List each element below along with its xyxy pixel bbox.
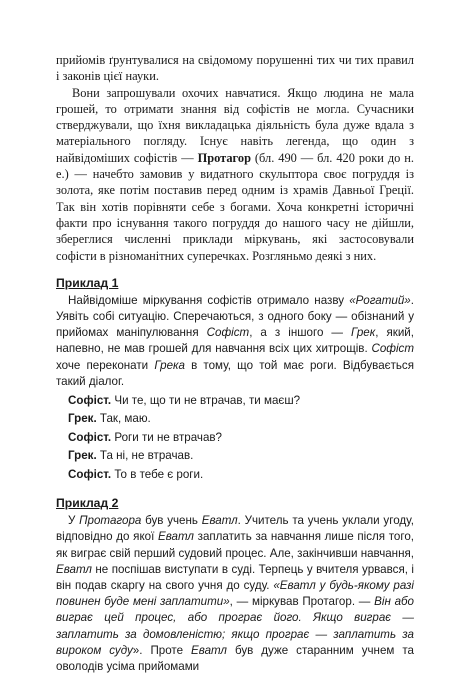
text-run: У [68,514,80,528]
text-run: Вони запрошували охочих навчатися. Якщо людина не мала грошей, то отримати знання від софістів не могла. Сучасники стверджували, що їхня викладацька діяльність була дуже вдала з матеріального погляду. Існує навіть легенда, що один з найвідоміших софістів — [56,85,414,165]
dialog-speaker: Софіст. [68,430,112,444]
name-evatl: Еватл [158,530,194,544]
dialog-speaker: Грек. [68,449,97,463]
dialog-line [56,392,414,410]
intro-paragraph-1: прийомів ґрунтувалися на свідомому порушенні тих чи тих правил і законів цієї науки. [56,53,414,84]
dialog-line [56,447,414,465]
example-2-heading: Приклад 2 [56,496,119,511]
dialog-text: Так, маю. [96,412,151,426]
name-evatl: Еватл [201,514,238,528]
intro-paragraph-2 [56,85,414,264]
dialog-speaker: Софіст. [68,467,112,481]
text-run: в тому, що той має роги. Відбувається такий діалог. [56,358,414,388]
example-1-paragraph [56,293,414,390]
term-rogatyi: «Рогатий» [349,293,411,307]
dialog-text: Чи те, що ти не втрачав, ти маєш? [111,394,301,408]
quote: «Еватл у будь-якому разі повинен буде мені заплатити» [56,578,414,609]
intro-section [56,52,414,264]
text-run: , який, напевно, не мав грошей для навчання всіх цих хитрощів. [56,326,414,356]
example-1-body [56,293,414,484]
text-run: не поспішав виступати в суді. Терпець у вчителя урвався, і він подав скаргу на свого учня до суду. [56,562,414,592]
name-sofist: Софіст [371,342,414,356]
name-protagor: Протагора [79,514,142,528]
dialog-speaker: Софіст. [68,394,112,408]
text-run: Найвідоміше міркування софістів отримало назву [68,293,350,307]
dialog-text: То в тебе є роги. [111,467,204,481]
text-run: ». Проте [132,643,192,657]
dialog [56,392,414,484]
text-run: . Уявіть собі ситуацію. Сперечаються, з одного боку — обізнаний у прийомах маніпулювання [56,293,414,340]
name-evatl: Еватл [56,562,92,576]
text-run: хоче переконати [56,358,155,372]
text-run: , а з іншого — [249,326,352,340]
text-run: (бл. 490 — бл. 420 роки до н. е.) — начебто замовив у видатного скульптора своє погруддя із золота, яке потім поставив перед одним із храмів Давньої Греції. Так він хотів порівняти себе з богами. Хоча конкретні історичні факти про існування такого погруддя до нашого часу не дійшли, збереглися численні приклади міркувань, які застосовували софісти в різноманітних суперечках. Розгляньмо деякі з них. [56,150,414,263]
dialog-text: Роги ти не втрачав? [111,430,223,444]
text-run: . Учитель та учень уклали угоду, відповідно до якої [56,514,415,544]
text-run: був учень [141,514,202,528]
name-grek: Грека [154,358,185,372]
dialog-speaker: Грек. [68,412,97,426]
example-2-paragraph [56,513,414,675]
dialog-line [56,410,414,428]
name-grek: Грек [351,326,376,340]
example-1-heading: Приклад 1 [56,275,119,290]
name-sofist: Софіст [206,326,250,340]
dialog-text: Та ні, не втрачав. [96,449,194,463]
name-protagor: Протагор [197,150,251,165]
dialog-line [56,429,414,447]
example-2-body [56,513,414,675]
name-evatl: Еватл [191,643,227,657]
text-run: , — міркував Протагор. — [229,595,375,609]
quote: Він або виграє цей процес, або програє його. Якщо виграє — заплатить за домовленістю; якщо програє — заплатить за вироком суду [56,595,414,657]
text-run: заплатить за навчання лише після того, як виграє свій перший судовий процес. Але, закінчивши навчання, [56,530,414,560]
text-run: був дуже старанним учнем та оволодів усіма прийомами [56,643,414,673]
dialog-line [56,466,414,484]
